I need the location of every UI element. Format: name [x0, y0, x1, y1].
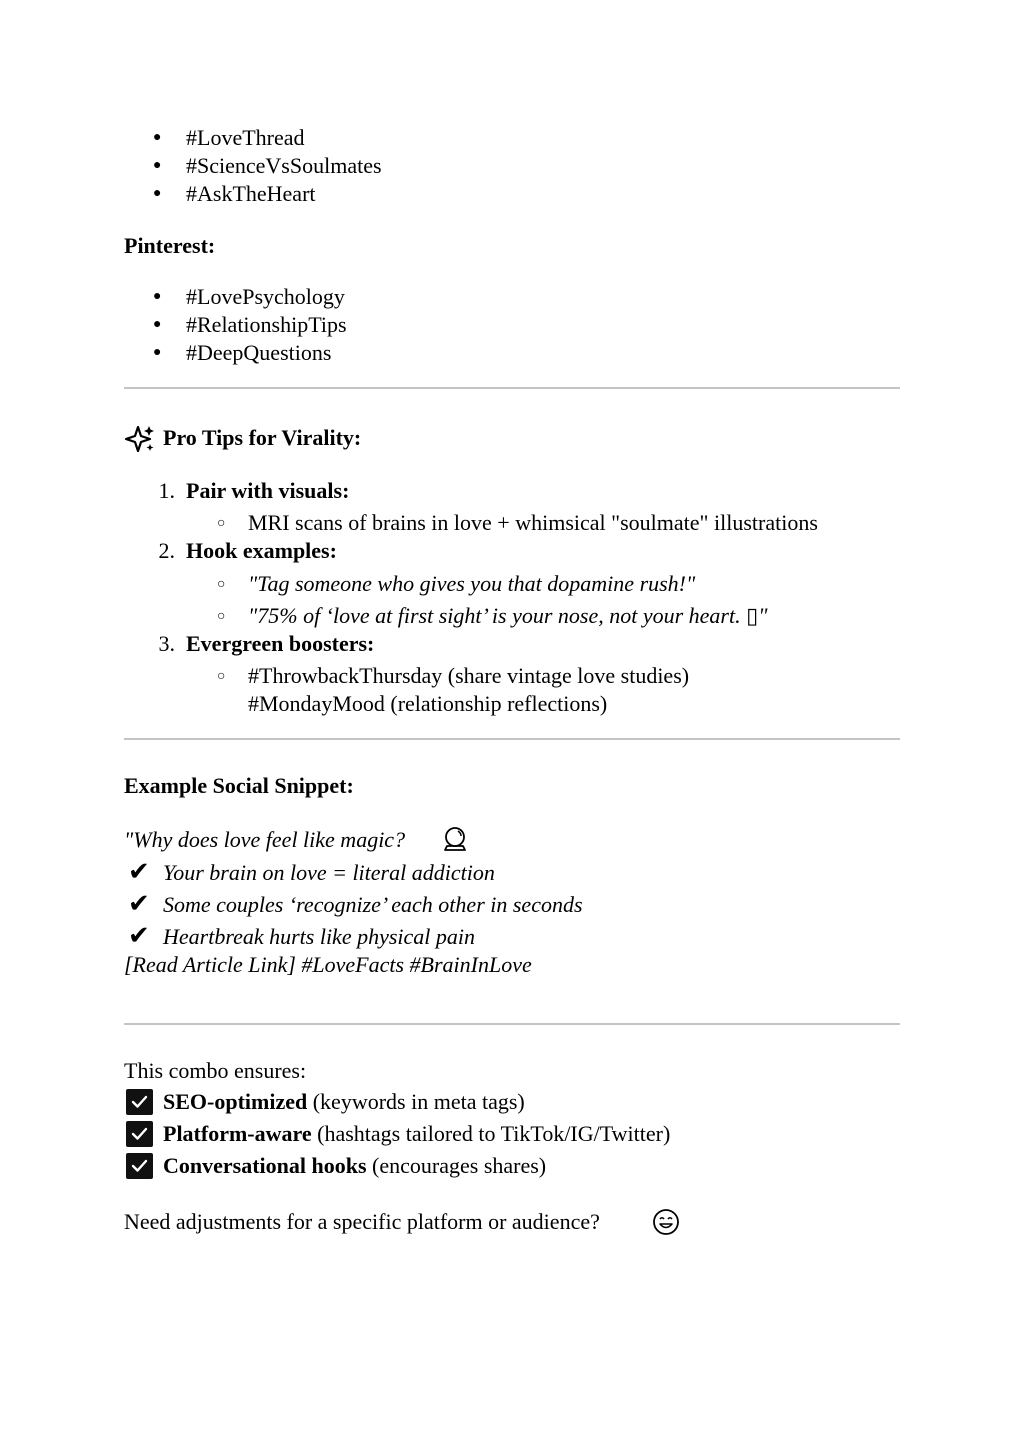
tip-title: Pair with visuals: [186, 478, 350, 503]
check-box-icon [126, 1121, 153, 1147]
pro-tips-heading: Pro Tips for Virality: [163, 425, 362, 450]
summary-item-label: SEO-optimized [163, 1089, 308, 1114]
snippet-heading: Example Social Snippet: [124, 773, 354, 798]
tip-detail: "75% of ‘love at first sight’ is your nose, not your heart. ▯" [248, 603, 768, 628]
smiling-face-icon [652, 1208, 680, 1236]
summary-item-detail: (keywords in meta tags) [307, 1089, 525, 1114]
divider [124, 1023, 900, 1025]
heavy-check-mark-icon: ✔ [128, 921, 150, 950]
summary-item-detail: (hashtags tailored to TikTok/IG/Twitter) [311, 1121, 671, 1146]
divider [124, 387, 900, 389]
hashtag: #RelationshipTips [186, 312, 347, 337]
tip-title: Hook examples: [186, 538, 337, 563]
hashtag: #DeepQuestions [186, 340, 332, 365]
check-box-icon [126, 1153, 153, 1179]
summary-intro: This combo ensures: [124, 1058, 307, 1083]
hashtag: #LoveThread [186, 125, 305, 150]
hashtag: #LovePsychology [186, 284, 345, 309]
snippet-check-item: Some couples ‘recognize’ each other in seconds [163, 892, 583, 917]
summary-item-label: Conversational hooks [163, 1153, 367, 1178]
summary-item-label: Platform-aware [163, 1121, 312, 1146]
closing-question: Need adjustments for a specific platform or audience? [124, 1209, 600, 1234]
heavy-check-mark-icon: ✔ [128, 857, 150, 886]
list-number: 3. [158, 631, 175, 656]
pinterest-heading: Pinterest: [124, 233, 216, 258]
tip-title: Evergreen boosters: [186, 631, 375, 656]
heavy-check-mark-icon: ✔ [128, 889, 150, 918]
hashtag: #ScienceVsSoulmates [186, 153, 382, 178]
sparkles-icon [124, 424, 156, 454]
list-number: 2. [158, 538, 175, 563]
hashtag: #AskTheHeart [186, 181, 316, 206]
snippet-footer: [Read Article Link] #LoveFacts #BrainInLove [124, 952, 532, 977]
snippet-check-item: Your brain on love = literal addiction [163, 860, 495, 885]
tip-detail: #ThrowbackThursday (share vintage love studies) [248, 663, 690, 688]
divider [124, 738, 900, 740]
list-number: 1. [158, 478, 175, 503]
check-box-icon [126, 1089, 153, 1115]
snippet-check-item: Heartbreak hurts like physical pain [163, 924, 476, 949]
snippet-intro: "Why does love feel like magic? [124, 827, 406, 852]
tip-detail: MRI scans of brains in love + whimsical "soulmate" illustrations [248, 510, 818, 535]
tip-detail: "Tag someone who gives you that dopamine rush!" [248, 571, 696, 596]
crystal-ball-icon [441, 825, 469, 853]
tip-detail: #MondayMood (relationship reflections) [248, 691, 608, 716]
summary-item-detail: (encourages shares) [366, 1153, 547, 1178]
